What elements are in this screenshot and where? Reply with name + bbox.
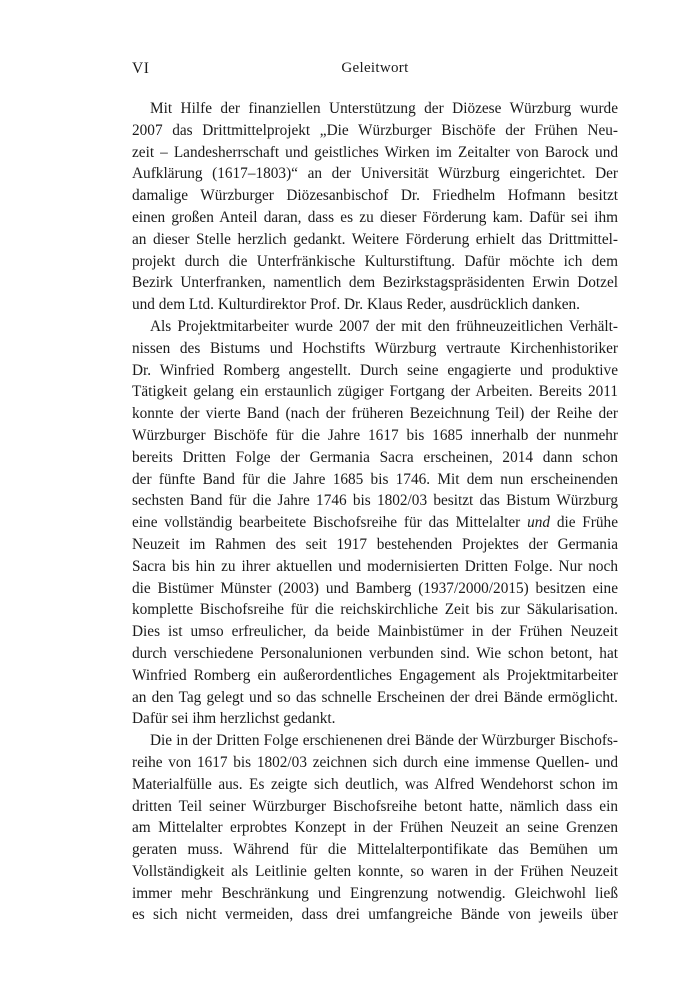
text-line: geraten muss. Während für die Mittelalterpontifikate das Bemühen um xyxy=(132,841,618,859)
text-line: Materialfülle aus. Es zeigte sich deutlich, was Alfred Wendehorst schon im xyxy=(132,775,618,793)
text-line: und dem Ltd. Kulturdirektor Prof. Dr. Klaus Reder, ausdrücklich danken. xyxy=(132,296,580,314)
text-line: Dr. Winfried Romberg angestellt. Durch seine engagierte und produktive xyxy=(132,361,618,379)
text-line: konnte der vierte Band (nach der früheren Bezeichnung Teil) der Reihe der xyxy=(132,405,618,423)
page-header xyxy=(132,60,618,86)
text-line: Tätigkeit gelang ein erstaunlich zügiger Fortgang der Arbeiten. Bereits 2011 xyxy=(132,383,618,401)
running-head: Geleitwort xyxy=(341,60,409,76)
text-line: Als Projektmitarbeiter wurde 2007 der mit den frühneuzeitlichen Verhält- xyxy=(150,317,618,335)
text-line: Die in der Dritten Folge erschienenen drei Bände der Würzburger Bischofs- xyxy=(150,732,618,750)
text-line: Dies ist umso erfreulicher, da beide Mainbistümer in der Frühen Neuzeit xyxy=(132,623,618,641)
body-text xyxy=(132,98,618,926)
text-line: durch verschiedene Personalunionen verbunden sind. Wie schon betont, hat xyxy=(132,644,618,662)
emphasis: und xyxy=(527,514,551,532)
text-line: Sacra bis hin zu ihrer aktuellen und modernisierten Dritten Folge. Nur noch xyxy=(132,557,618,575)
text-line: Aufklärung (1617–1803)“ an der Universität Würzburg eingerichtet. Der xyxy=(132,165,618,183)
text-line: die Bistümer Münster (2003) und Bamberg (1937/2000/2015) besitzen eine xyxy=(132,579,618,597)
text-line: es sich nicht vermeiden, dass drei umfangreiche Bände von jeweils über xyxy=(132,906,618,924)
text-line: Winfried Romberg ein außerordentliches Engagement als Projektmitarbeiter xyxy=(132,666,618,684)
text-line: zeit – Landesherrschaft und geistliches Wirken im Zeitalter von Barock und xyxy=(132,143,618,161)
text-line: Würzburger Bischöfe für die Jahre 1617 bis 1685 innerhalb der nunmehr xyxy=(132,426,618,444)
text-line: eine vollständig bearbeitete Bischofsreihe für das Mittelalter und die Frühe xyxy=(132,514,618,532)
text-line: an den Tag gelegt und so das schnelle Erscheinen der drei Bände ermöglicht. xyxy=(132,688,618,706)
text-line: dritten Teil seiner Würzburger Bischofsreihe betont hatte, nämlich dass ein xyxy=(132,797,618,815)
text-line: Bezirk Unterfranken, namentlich dem Bezirkstagspräsidenten Erwin Dotzel xyxy=(132,274,618,292)
text-line: 2007 das Drittmittelprojekt „Die Würzburger Bischöfe der Frühen Neu- xyxy=(132,121,618,139)
text-line: immer mehr Beschränkung und Eingrenzung notwendig. Gleichwohl ließ xyxy=(132,884,618,902)
text-line: Neuzeit im Rahmen des seit 1917 bestehenden Projektes der Germania xyxy=(132,535,618,553)
text-line: nissen des Bistums und Hochstifts Würzburg vertraute Kirchenhistoriker xyxy=(132,339,618,357)
text-line: bereits Dritten Folge der Germania Sacra erscheinen, 2014 dann schon xyxy=(132,448,618,466)
text-line: der fünfte Band für die Jahre 1685 bis 1746. Mit dem nun erscheinenden xyxy=(132,470,618,488)
text-line: komplette Bischofsreihe für die reichskirchliche Zeit bis zur Säkularisation. xyxy=(132,601,618,619)
text-line: am Mittelalter erprobtes Konzept in der Frühen Neuzeit an seine Grenzen xyxy=(132,819,618,837)
text-line: projekt durch die Unterfränkische Kulturstiftung. Dafür möchte ich dem xyxy=(132,252,618,270)
text-line: einen großen Anteil daran, dass es zu dieser Förderung kam. Dafür sei ihm xyxy=(132,208,618,226)
text-line: Dafür sei ihm herzlichst gedankt. xyxy=(132,710,336,728)
page-number: VI xyxy=(132,60,150,77)
text-line: Vollständigkeit als Leitlinie gelten konnte, so waren in der Frühen Neuzeit xyxy=(132,862,618,880)
text-line: an dieser Stelle herzlich gedankt. Weitere Förderung erhielt das Drittmittel- xyxy=(132,230,618,248)
text-line: Mit Hilfe der finanziellen Unterstützung der Diözese Würzburg wurde xyxy=(150,100,618,117)
text-line: damalige Würzburger Diözesanbischof Dr. Friedhelm Hofmann besitzt xyxy=(132,187,618,205)
text-line: sechsten Band für die Jahre 1746 bis 1802/03 besitzt das Bistum Würzburg xyxy=(132,492,618,510)
text-line: reihe von 1617 bis 1802/03 zeichnen sich durch eine immense Quellen- und xyxy=(132,753,618,771)
